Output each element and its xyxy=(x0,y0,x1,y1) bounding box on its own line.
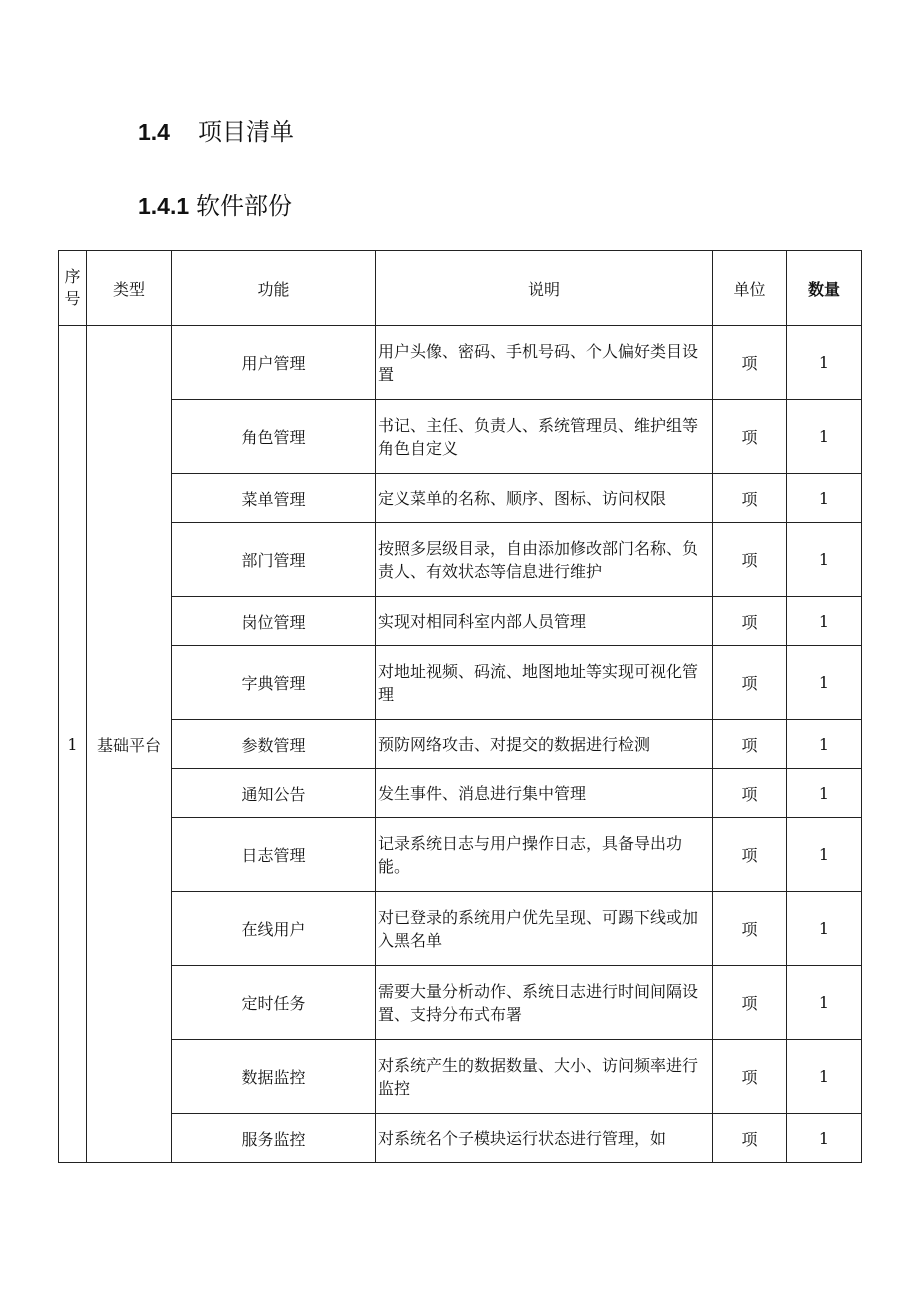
function-cell: 用户管理 xyxy=(172,326,376,400)
function-cell: 服务监控 xyxy=(172,1114,376,1163)
table-row xyxy=(59,523,862,597)
quantity-cell: 1 xyxy=(787,597,862,646)
section-heading xyxy=(138,117,294,147)
table-row xyxy=(59,818,862,892)
subsection-heading xyxy=(138,191,292,221)
quantity-cell: 1 xyxy=(787,474,862,523)
table-row xyxy=(59,892,862,966)
unit-cell: 项 xyxy=(713,400,787,474)
description-cell: 书记、主任、负责人、系统管理员、维护组等角色自定义 xyxy=(378,415,699,458)
unit-cell: 项 xyxy=(713,1114,787,1163)
function-cell: 菜单管理 xyxy=(172,474,376,523)
unit-cell: 项 xyxy=(713,769,787,818)
quantity-cell: 1 xyxy=(787,769,862,818)
table-row xyxy=(59,966,862,1040)
header-quantity: 数量 xyxy=(787,251,862,326)
subsection-title: 软件部份 xyxy=(196,192,292,220)
table-row xyxy=(59,646,862,720)
quantity-cell: 1 xyxy=(787,523,862,597)
project-items-table xyxy=(58,250,862,1163)
description-cell: 对系统名个子模块运行状态进行管理，如 xyxy=(378,1128,667,1148)
unit-cell: 项 xyxy=(713,966,787,1040)
function-cell: 日志管理 xyxy=(172,818,376,892)
quantity-cell: 1 xyxy=(787,400,862,474)
unit-cell: 项 xyxy=(713,818,787,892)
header-seq: 序号 xyxy=(59,251,87,326)
group-type: 基础平台 xyxy=(87,326,172,1163)
header-function: 功能 xyxy=(172,251,376,326)
unit-cell: 项 xyxy=(713,892,787,966)
description-cell: 按照多层级目录，自由添加修改部门名称、负责人、有效状态等信息进行维护 xyxy=(378,538,699,581)
quantity-cell: 1 xyxy=(787,892,862,966)
function-cell: 角色管理 xyxy=(172,400,376,474)
quantity-cell: 1 xyxy=(787,646,862,720)
function-cell: 定时任务 xyxy=(172,966,376,1040)
description-cell: 预防网络攻击、对提交的数据进行检测 xyxy=(378,734,651,754)
subsection-number: 1.4.1 xyxy=(138,193,190,219)
function-cell: 在线用户 xyxy=(172,892,376,966)
description-cell: 对已登录的系统用户优先呈现、可踢下线或加入黑名单 xyxy=(378,907,699,950)
description-cell: 对系统产生的数据数量、大小、访问频率进行监控 xyxy=(378,1055,699,1098)
header-type: 类型 xyxy=(87,251,172,326)
unit-cell: 项 xyxy=(713,720,787,769)
header-description: 说明 xyxy=(376,251,713,326)
unit-cell: 项 xyxy=(713,646,787,720)
table-row xyxy=(59,769,862,818)
quantity-cell: 1 xyxy=(787,1114,862,1163)
unit-cell: 项 xyxy=(713,523,787,597)
group-seq: 1 xyxy=(59,326,87,1163)
table-row xyxy=(59,1040,862,1114)
quantity-cell: 1 xyxy=(787,966,862,1040)
function-cell: 部门管理 xyxy=(172,523,376,597)
function-cell: 数据监控 xyxy=(172,1040,376,1114)
description-cell: 发生事件、消息进行集中管理 xyxy=(378,783,587,803)
unit-cell: 项 xyxy=(713,597,787,646)
description-cell: 记录系统日志与用户操作日志，具备导出功能。 xyxy=(378,833,683,876)
description-cell: 用户头像、密码、手机号码、个人偏好类目设置 xyxy=(378,341,699,384)
table-row xyxy=(59,400,862,474)
quantity-cell: 1 xyxy=(787,326,862,400)
function-cell: 字典管理 xyxy=(172,646,376,720)
table-row xyxy=(59,326,862,400)
section-title: 项目清单 xyxy=(198,118,294,146)
section-number: 1.4 xyxy=(138,119,170,145)
table-row xyxy=(59,1114,862,1163)
unit-cell: 项 xyxy=(713,1040,787,1114)
description-cell: 对地址视频、码流、地图地址等实现可视化管理 xyxy=(378,661,699,704)
table-row xyxy=(59,474,862,523)
table-row xyxy=(59,597,862,646)
table-header-row xyxy=(59,251,862,326)
function-cell: 岗位管理 xyxy=(172,597,376,646)
quantity-cell: 1 xyxy=(787,818,862,892)
function-cell: 参数管理 xyxy=(172,720,376,769)
quantity-cell: 1 xyxy=(787,1040,862,1114)
table-row xyxy=(59,720,862,769)
function-cell: 通知公告 xyxy=(172,769,376,818)
unit-cell: 项 xyxy=(713,326,787,400)
header-unit: 单位 xyxy=(713,251,787,326)
quantity-cell: 1 xyxy=(787,720,862,769)
description-cell: 定义菜单的名称、顺序、图标、访问权限 xyxy=(378,488,667,508)
unit-cell: 项 xyxy=(713,474,787,523)
description-cell: 需要大量分析动作、系统日志进行时间间隔设置、支持分布式布署 xyxy=(378,981,699,1024)
description-cell: 实现对相同科室内部人员管理 xyxy=(378,611,587,631)
